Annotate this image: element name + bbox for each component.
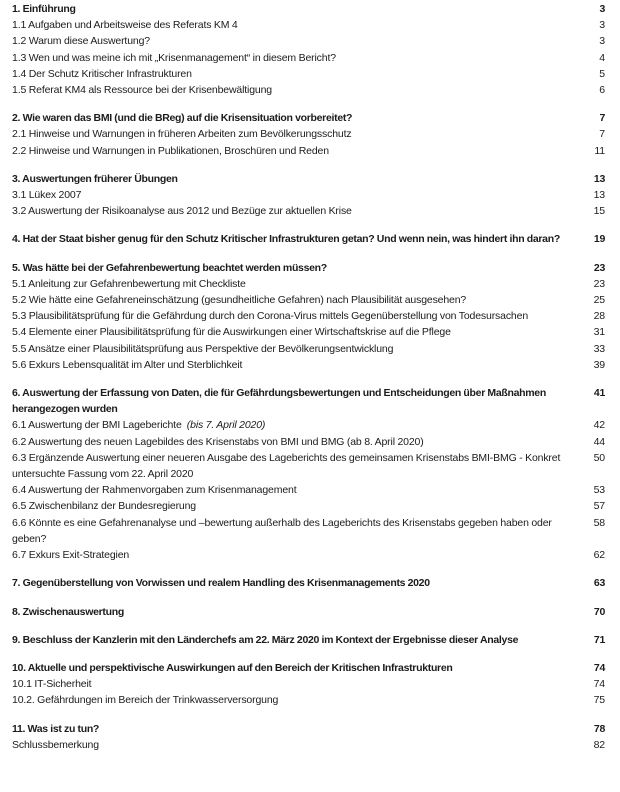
- toc-entry: [12, 276, 605, 292]
- toc-entry-label: 5.5 Ansätze einer Plausibilitätsprüfung aus Perspektive der Bevölkerungsentwicklung: [12, 342, 394, 355]
- toc-entry-label-wrap: [12, 434, 583, 450]
- toc-entry: [12, 292, 605, 308]
- toc-entry-label: 2.1 Hinweise und Warnungen in früheren Arbeiten zum Bevölkerungsschutz: [12, 128, 352, 141]
- toc-entry: [12, 308, 605, 324]
- toc-entry-page: 58: [593, 516, 605, 529]
- toc-entry-label: 11. Was ist zu tun?: [12, 722, 100, 735]
- toc-entry: [12, 110, 605, 126]
- toc-entry-label: 6.1 Auswertung der BMI Lageberichte: [12, 419, 185, 432]
- toc-entry: [12, 187, 605, 203]
- toc-entry-label: 4. Hat der Staat bisher genug für den Schutz Kritischer Infrastrukturen getan? Und wenn nein, was hindert ihn daran?: [12, 233, 560, 246]
- toc-entry-page: 50: [593, 451, 605, 464]
- toc-entry: [12, 515, 605, 547]
- toc-entry-page: 23: [593, 261, 605, 274]
- toc-entry-label-wrap: [12, 721, 583, 737]
- toc-entry: [12, 547, 605, 563]
- toc-entry: [12, 126, 605, 142]
- toc-entry-label-wrap: [12, 110, 583, 126]
- toc-entry-label-wrap: [12, 66, 583, 82]
- toc-entry-label: 10.1 IT-Sicherheit: [12, 678, 92, 691]
- toc-entry-label-wrap: [12, 171, 583, 187]
- toc-entry-label-wrap: [12, 385, 583, 417]
- toc-entry-page: 78: [593, 722, 605, 735]
- toc-entry-page: 62: [593, 549, 605, 562]
- toc-entry-label-wrap: [12, 260, 583, 276]
- toc-entry-label: 6.6 Könnte es eine Gefahrenanalyse und –bewertung außerhalb des Lageberichts des Krisenstabs gegeben haben oder geben?: [12, 516, 555, 545]
- toc-entry-label: 1. Einführung: [12, 3, 76, 15]
- toc-entry-label: 1.1 Aufgaben und Arbeitsweise des Referats KM 4: [12, 19, 238, 32]
- toc-entry: [12, 82, 605, 98]
- toc-entry-label-wrap: [12, 324, 583, 340]
- toc-entry: [12, 50, 605, 66]
- toc-entry-label-wrap: [12, 660, 583, 676]
- toc-entry: [12, 482, 605, 498]
- toc-entry-label: 1.2 Warum diese Auswertung?: [12, 35, 150, 48]
- toc-entry-label-wrap: [12, 498, 583, 514]
- toc-entry-page: 70: [593, 605, 605, 618]
- toc-entry-label-wrap: [12, 308, 583, 324]
- toc-entry: [12, 385, 605, 417]
- toc-entry: [12, 203, 605, 219]
- toc-entry-label-italic: (bis 7. April 2020): [184, 419, 266, 432]
- toc-entry: [12, 341, 605, 357]
- toc-entry-page: 13: [593, 189, 605, 202]
- toc-entry-label-wrap: [12, 450, 583, 482]
- toc-entry-label: 3. Auswertungen früherer Übungen: [12, 172, 178, 185]
- toc-entry: [12, 498, 605, 514]
- toc-entry-label-wrap: [12, 676, 583, 692]
- toc-entry-label-wrap: [12, 632, 583, 648]
- toc-entry-label-wrap: [12, 82, 583, 98]
- toc-entry: [12, 632, 605, 648]
- toc-entry-label-wrap: [12, 50, 583, 66]
- toc-entry-page: 41: [593, 387, 605, 400]
- toc-entry-label-wrap: [12, 1, 583, 17]
- toc-entry-label: Schlussbemerkung: [12, 738, 99, 751]
- toc-entry-page: 13: [593, 172, 605, 185]
- toc-entry: [12, 357, 605, 373]
- toc-entry-page: 57: [593, 500, 605, 513]
- toc-entry: [12, 450, 605, 482]
- toc-entry-page: 33: [593, 342, 605, 355]
- toc-entry-label: 10. Aktuelle und perspektivische Auswirkungen auf den Bereich der Kritischen Infrastrukturen: [12, 661, 453, 674]
- toc-entry-label-wrap: [12, 737, 583, 753]
- toc-entry: [12, 676, 605, 692]
- toc-entry-label-wrap: [12, 515, 583, 547]
- toc-entry-label: 1.5 Referat KM4 als Ressource bei der Krisenbewältigung: [12, 84, 272, 97]
- toc-entry-page: 19: [593, 233, 605, 246]
- toc-entry-page: 75: [593, 694, 605, 707]
- toc-entry: [12, 324, 605, 340]
- toc-entry: [12, 260, 605, 276]
- toc-entry-page: 71: [593, 633, 605, 646]
- toc-entry: [12, 143, 605, 159]
- toc-entry-label: 6. Auswertung der Erfassung von Daten, die für Gefährdungsbewertungen und Entscheidungen über Maßnahmen herangezogen wurden: [12, 387, 549, 416]
- toc-entry-page: 39: [593, 358, 605, 371]
- toc-entry-label: 8. Zwischenauswertung: [12, 605, 124, 618]
- toc-entry-page: 7: [599, 112, 605, 125]
- toc-entry-page: 25: [593, 294, 605, 307]
- toc-entry-page: 82: [593, 738, 605, 751]
- toc-entry-page: 28: [593, 310, 605, 323]
- toc-entry: [12, 33, 605, 49]
- toc-entry-page: 4: [599, 51, 605, 64]
- toc-entry-label-wrap: [12, 357, 583, 373]
- toc-entry-label-wrap: [12, 482, 583, 498]
- toc-entry-page: 5: [599, 67, 605, 80]
- toc-entry-label-wrap: [12, 17, 583, 33]
- toc-entry-label: 6.3 Ergänzende Auswertung einer neueren Ausgabe des Lageberichts des gemeinsamen Krisenstabs BMI-BMG - Konkret untersuchte Fassung vom 22. April 2020: [12, 451, 563, 481]
- toc-entry-page: 53: [593, 484, 605, 497]
- toc-entry-label-wrap: [12, 417, 583, 433]
- toc-entry-label: 6.5 Zwischenbilanz der Bundesregierung: [12, 500, 196, 513]
- toc-entry-page: 7: [599, 128, 605, 141]
- toc-entry-label: 5. Was hätte bei der Gefahrenbewertung beachtet werden müssen?: [12, 261, 327, 274]
- toc-entry-label-wrap: [12, 692, 583, 708]
- toc-entry: [12, 737, 605, 753]
- toc-entry-page: 15: [593, 205, 605, 218]
- toc-entry: [12, 231, 605, 247]
- toc-entry: [12, 171, 605, 187]
- toc-entry-label: 1.3 Wen und was meine ich mit „Krisenmanagement“ in diesem Bericht?: [12, 51, 336, 64]
- toc-entry-label-wrap: [12, 575, 583, 591]
- toc-entry: [12, 660, 605, 676]
- toc-entry-label-wrap: [12, 341, 583, 357]
- toc-entry-label-wrap: [12, 33, 583, 49]
- toc-entry-label: 6.2 Auswertung des neuen Lagebildes des Krisenstabs von BMI und BMG (ab 8. April 2020): [12, 435, 424, 448]
- toc-entry-label: 6.7 Exkurs Exit-Strategien: [12, 549, 130, 562]
- toc-entry-label: 5.2 Wie hätte eine Gefahreneinschätzung (gesundheitliche Gefahren) nach Plausibilität ausgesehen?: [12, 294, 467, 307]
- toc-entry-page: 74: [593, 661, 605, 674]
- toc-entry-label-wrap: [12, 604, 583, 620]
- toc-entry-page: 23: [593, 277, 605, 290]
- toc-entry-label: 3.1 Lükex 2007: [12, 189, 82, 202]
- toc-entry-label: 5.6 Exkurs Lebensqualität im Alter und Sterblichkeit: [12, 358, 243, 371]
- toc-entry-label: 7. Gegenüberstellung von Vorwissen und realem Handling des Krisenmanagements 2020: [12, 577, 430, 590]
- toc-entry: [12, 604, 605, 620]
- toc-entry-label: 2. Wie waren das BMI (und die BReg) auf die Krisensituation vorbereitet?: [12, 112, 353, 125]
- toc-entry-page: 42: [593, 419, 605, 432]
- toc-entry: [12, 1, 605, 17]
- toc-entry-label-wrap: [12, 126, 583, 142]
- toc-entry-page: 63: [593, 577, 605, 590]
- toc-entry: [12, 721, 605, 737]
- toc-entry-page: 44: [593, 435, 605, 448]
- toc-entry-label: 10.2. Gefährdungen im Bereich der Trinkwasserversorgung: [12, 694, 279, 707]
- toc-entry-label: 5.4 Elemente einer Plausibilitätsprüfung für die Auswirkungen einer Wirtschaftskrise auf die Pflege: [12, 326, 451, 339]
- toc-entry-page: 74: [593, 678, 605, 691]
- toc-entry-page: 3: [599, 35, 605, 48]
- toc-entry-label-wrap: [12, 276, 583, 292]
- toc-entry-label: 5.3 Plausibilitätsprüfung für die Gefährdung durch den Corona-Virus mittels Gegenüberstellung von Todesursachen: [12, 310, 529, 323]
- toc-entry-label: 2.2 Hinweise und Warnungen in Publikationen, Broschüren und Reden: [12, 144, 329, 157]
- toc-entry: [12, 17, 605, 33]
- toc-entry-page: 31: [593, 326, 605, 339]
- toc-entry-label: 5.1 Anleitung zur Gefahrenbewertung mit Checkliste: [12, 277, 246, 290]
- toc-entry-label-wrap: [12, 547, 583, 563]
- toc-entry-page: 3: [599, 19, 605, 32]
- toc-entry-page: 6: [599, 84, 605, 97]
- toc-entry-label-wrap: [12, 292, 583, 308]
- toc-entry-page: 11: [594, 144, 605, 157]
- toc-entry: [12, 417, 605, 433]
- toc-entry: [12, 66, 605, 82]
- toc-entry-label: 1.4 Der Schutz Kritischer Infrastrukturen: [12, 67, 192, 80]
- toc-entry-label-wrap: [12, 187, 583, 203]
- toc-entry: [12, 434, 605, 450]
- toc-entry-label-wrap: [12, 231, 583, 247]
- toc-entry: [12, 692, 605, 708]
- toc-entry-label-wrap: [12, 143, 583, 159]
- toc-entry-page: 3: [599, 3, 605, 15]
- toc-entry: [12, 575, 605, 591]
- toc-entry-label: 9. Beschluss der Kanzlerin mit den Länderchefs am 22. März 2020 im Kontext der Ergebnisse dieser Analyse: [12, 633, 519, 646]
- toc-entry-label: 3.2 Auswertung der Risikoanalyse aus 2012 und Bezüge zur aktuellen Krise: [12, 205, 352, 218]
- toc-entry-label: 6.4 Auswertung der Rahmenvorgaben zum Krisenmanagement: [12, 484, 297, 497]
- toc-entry-label-wrap: [12, 203, 583, 219]
